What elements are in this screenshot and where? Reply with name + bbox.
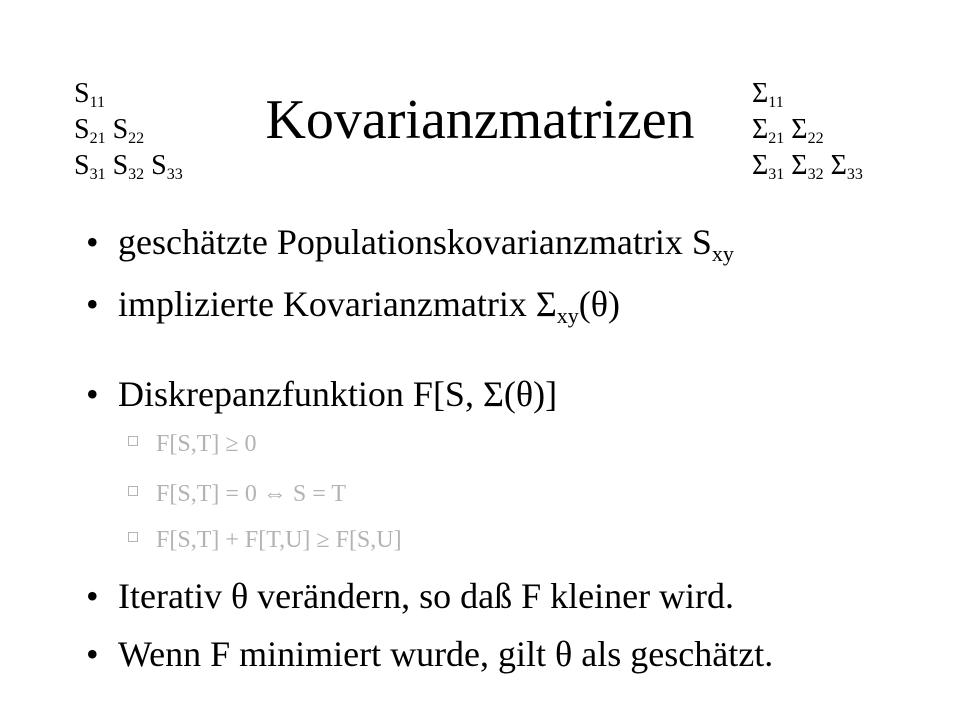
bullet-text: implizierte Kovarianzmatrix Σ — [118, 284, 557, 324]
bullet-iterative — [86, 578, 734, 614]
matrix-s-cell: $S_{11}$ — [74, 78, 105, 111]
matrix-sigma-row-1 — [752, 76, 863, 112]
matrix-sigma-cell: $\Sigma_{22}$ — [791, 114, 824, 147]
bullet-subscript: xy — [556, 303, 579, 328]
subbullet-text: F[S,T] ≥ 0 — [156, 431, 257, 457]
bullet-marker: • — [86, 634, 99, 674]
square-bullet-icon — [128, 532, 138, 542]
matrix-s-cell: $S_{31}$ — [74, 150, 106, 183]
bullet-implied-covariance — [86, 284, 621, 328]
bullet-marker: • — [86, 222, 99, 262]
bullet-marker: • — [86, 284, 99, 324]
subbullet-nonnegativity — [128, 432, 257, 456]
matrix-s-cell: $S_{21}$ — [74, 114, 106, 147]
bullet-text: Iterativ θ verändern, so daß F kleiner wird. — [118, 576, 735, 616]
implied-covariance-matrix — [752, 76, 863, 184]
bullet-discrepancy-function — [86, 376, 557, 412]
matrix-sigma-cell: $\Sigma_{21}$ — [752, 114, 785, 147]
subbullet-text: F[S,T] = 0 ⇔ S = T — [156, 481, 346, 507]
bullet-marker: • — [86, 576, 99, 616]
matrix-s-cell: $S_{33}$ — [151, 150, 183, 183]
square-bullet-icon — [128, 486, 138, 496]
bullet-tail: (θ) — [578, 284, 621, 324]
bullet-subscript: xy — [711, 241, 734, 266]
bullet-text: geschätzte Populationskovarianzmatrix S — [118, 222, 712, 262]
matrix-sigma-cell: $\Sigma_{33}$ — [830, 150, 863, 183]
matrix-s-row-3 — [74, 148, 183, 184]
matrix-sigma-cell: $\Sigma_{32}$ — [791, 150, 824, 183]
subbullet-text: F[S,T] + F[T,U] ≥ F[S,U] — [156, 527, 402, 553]
bullet-minimized — [86, 636, 773, 672]
subbullet-identity — [128, 482, 346, 506]
matrix-s-cell: $S_{22}$ — [112, 114, 145, 147]
square-bullet-icon — [128, 436, 138, 446]
bullet-text: Wenn F minimiert wurde, gilt θ als geschätzt. — [118, 634, 774, 674]
slide-title: Kovarianzmatrizen — [265, 89, 695, 151]
matrix-s-cell: $S_{32}$ — [112, 150, 145, 183]
matrix-sigma-cell: $\Sigma_{31}$ — [752, 150, 785, 183]
bullet-sample-covariance — [86, 222, 734, 266]
matrix-sigma-row-2 — [752, 112, 863, 148]
subbullet-triangle-inequality — [128, 528, 402, 552]
matrix-sigma-cell: $\Sigma_{11}$ — [752, 78, 784, 111]
bullet-text: Diskrepanzfunktion F[S, Σ(θ)] — [118, 374, 558, 414]
bullet-marker: • — [86, 374, 99, 414]
matrix-sigma-row-3 — [752, 148, 863, 184]
